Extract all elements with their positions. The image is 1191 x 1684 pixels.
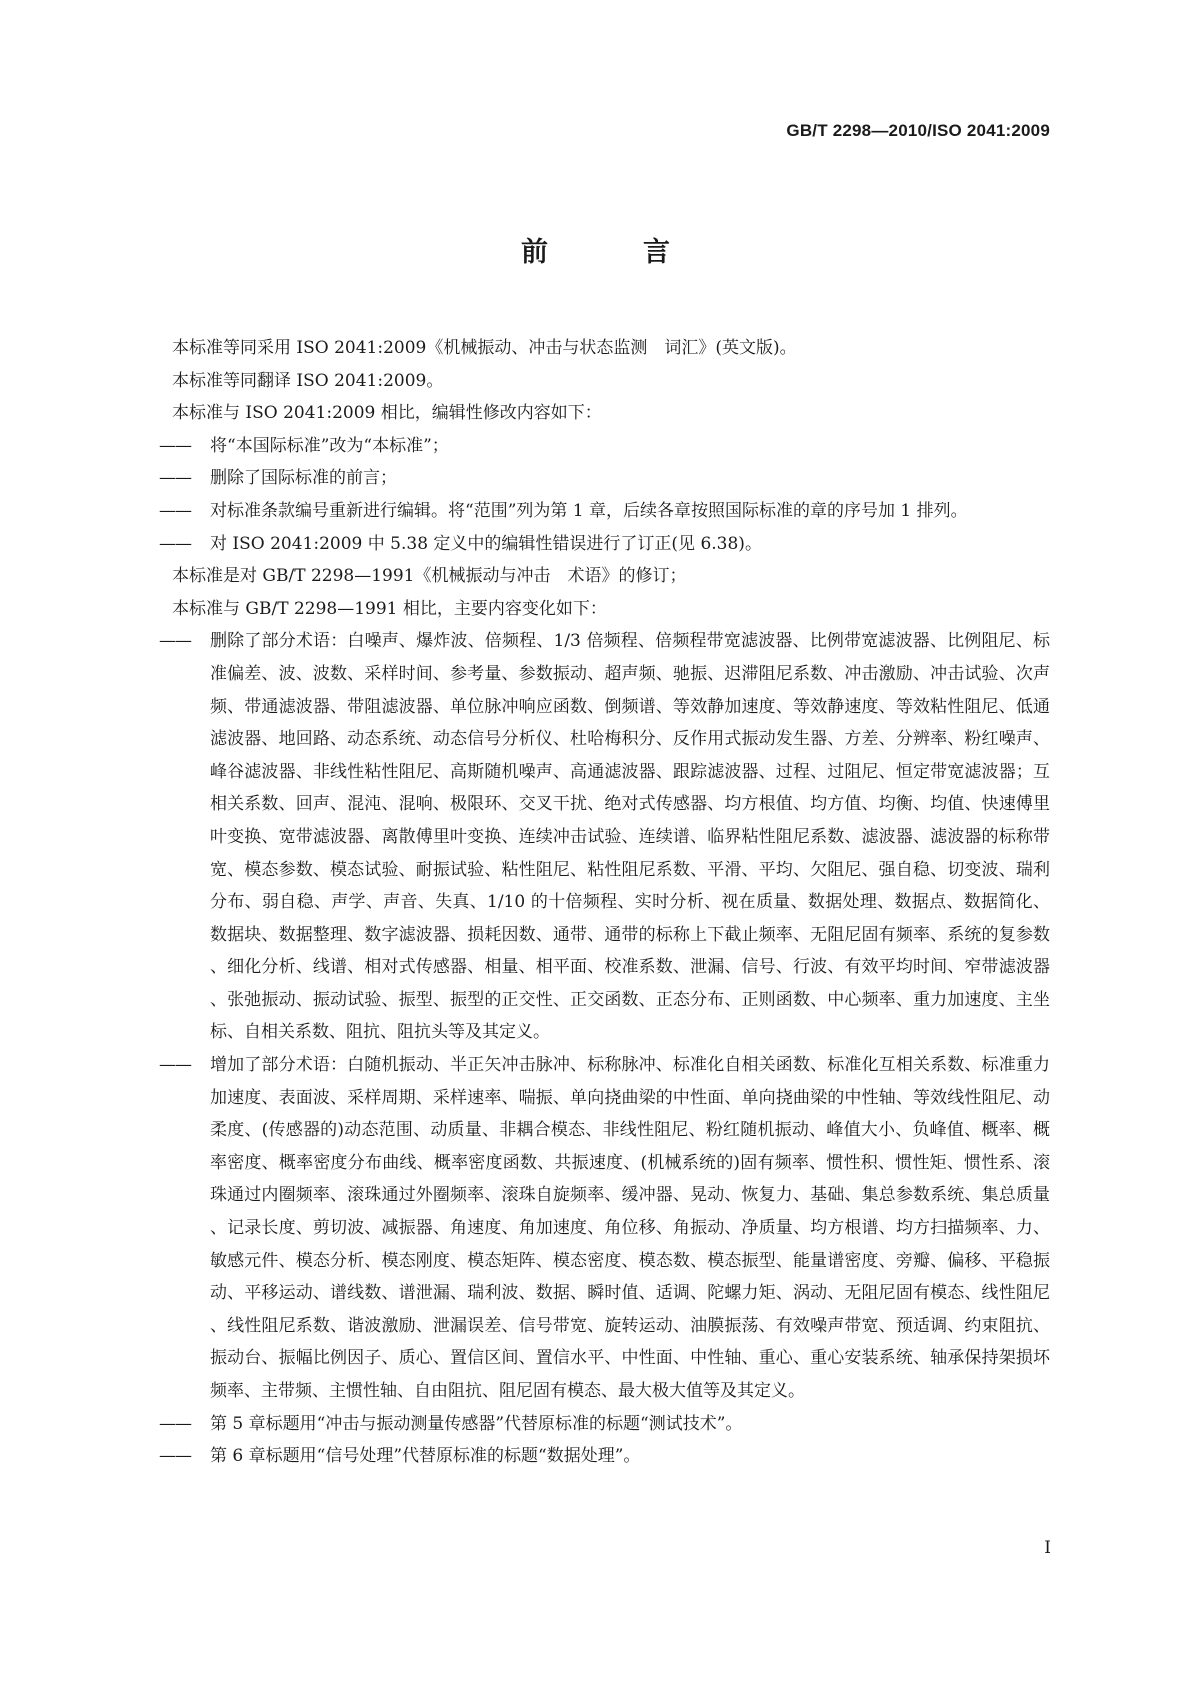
paragraph: 本标准与 ISO 2041:2009 相比，编辑性修改内容如下： bbox=[172, 403, 602, 424]
dash-item-text: 删除了部分术语：白噪声、爆炸波、倍频程、1/3 倍频程、倍频程带宽滤波器、比例带宽滤波器、比例阻尼、标准偏差、波、波数、采样时间、参考量、参数振动、超声频、驰振、迟滞阻尼系数、冲击激励、冲击试验、次声频、带通滤波器、带阻滤波器、单位脉冲响应函数、倒频谱、等效静加速度、等效静速度、等效粘性阻尼、低通滤波器、地回路、动态系统、动态信号分析仪、杜哈梅积分、反作用式振动发生器、方差、分辨率、粉红噪声、峰谷滤波器、非线性粘性阻尼、高斯随机噪声、高通滤波器、跟踪滤波器、过程、过阻尼、恒定带宽滤波器；互相关系数、回声、混沌、混响、极限环、交叉干扰、绝对式传感器、均方根值、均方值、均衡、均值、快速傅里叶变换、宽带滤波器、离散傅里叶变换、连续冲击试验、连续谱、临界粘性阻尼系数、滤波器、滤波器的标称带宽、模态参数、模态试验、耐振试验、粘性阻尼、粘性阻尼系数、平滑、平均、欠阻尼、强自稳、切变波、瑞利分布、弱自稳、声学、声音、失真、1/10 的十倍频程、实时分析、视在质量、数据处理、数据点、数据简化、数据块、数据整理、数字滤波器、损耗因数、通带、通带的标称上下截止频率、无阻尼固有频率、系统的复参数、细化分析、线谱、相对式传感器、相量、相平面、校准系数、泄漏、信号、行波、有效平均时间、窄带滤波器、张弛振动、振动试验、振型、振型的正交性、正交函数、正态分布、正则函数、中心频率、重力加速度、主坐标、自相关系数、阻抗、阻抗头等及其定义。 bbox=[210, 631, 1050, 1043]
dash-item bbox=[159, 1440, 1050, 1473]
dash-mark: —— bbox=[159, 435, 191, 456]
paragraph: 本标准是对 GB/T 2298—1991《机械振动与冲击 术语》的修订； bbox=[172, 566, 687, 587]
dash-mark: —— bbox=[159, 500, 191, 521]
dash-item-text: 第 5 章标题用“冲击与振动测量传感器”代替原标准的标题“测试技术”。 bbox=[210, 1413, 743, 1434]
dash-mark: —— bbox=[159, 631, 191, 652]
dash-mark: —— bbox=[159, 533, 191, 554]
dash-item bbox=[159, 625, 1050, 1049]
dash-item-text: 第 6 章标题用“信号处理”代替原标准的标题“数据处理”。 bbox=[210, 1446, 641, 1467]
dash-item-text: 将“本国际标准”改为“本标准”； bbox=[210, 435, 449, 456]
dash-item-text: 对 ISO 2041:2009 中 5.38 定义中的编辑性错误进行了订正(见 6.38)。 bbox=[210, 533, 762, 554]
paragraph: 本标准等同翻译 ISO 2041:2009。 bbox=[172, 370, 444, 391]
dash-mark: —— bbox=[159, 1446, 191, 1467]
dash-mark: —— bbox=[159, 1413, 191, 1434]
dash-item-text: 删除了国际标准的前言； bbox=[210, 468, 397, 489]
dash-item bbox=[159, 430, 1050, 463]
dash-item bbox=[159, 462, 1050, 495]
dash-mark: —— bbox=[159, 1055, 191, 1076]
paragraph: 本标准与 GB/T 2298—1991 相比，主要内容变化如下： bbox=[172, 598, 607, 619]
dash-item-text: 增加了部分术语：白随机振动、半正矢冲击脉冲、标称脉冲、标准化自相关函数、标准化互相关系数、标准重力加速度、表面波、采样周期、采样速率、喘振、单向挠曲梁的中性面、单向挠曲梁的中性轴、等效线性阻尼、动柔度、(传感器的)动态范围、动质量、非耦合模态、非线性阻尼、粉红随机振动、峰值大小、负峰值、概率、概率密度、概率密度分布曲线、概率密度函数、共振速度、(机械系统的)固有频率、惯性积、惯性矩、惯性系、滚珠通过内圈频率、滚珠通过外圈频率、滚珠自旋频率、缓冲器、晃动、恢复力、基础、集总参数系统、集总质量、记录长度、剪切波、减振器、角速度、角加速度、角位移、角振动、净质量、均方根谱、均方扫描频率、力、敏感元件、模态分析、模态刚度、模态矩阵、模态密度、模态数、模态振型、能量谱密度、旁瓣、偏移、平稳振动、平移运动、谱线数、谱泄漏、瑞利波、数据、瞬时值、适调、陀螺力矩、涡动、无阻尼固有模态、线性阻尼、线性阻尼系数、谐波激励、泄漏误差、信号带宽、旋转运动、油膜振荡、有效噪声带宽、预适调、约束阻抗、振动台、振幅比例因子、质心、置信区间、置信水平、中性面、中性轴、重心、重心安装系统、轴承保持架损坏频率、主带频、主惯性轴、自由阻抗、阻尼固有模态、最大极大值等及其定义。 bbox=[210, 1055, 1050, 1401]
page-title: 前 言 bbox=[521, 237, 704, 268]
paragraph: 本标准等同采用 ISO 2041:2009《机械振动、冲击与状态监测 词汇》(英文版)。 bbox=[172, 338, 797, 358]
dash-item bbox=[159, 1049, 1050, 1408]
page-number: I bbox=[1044, 1538, 1051, 1558]
foreword-body bbox=[159, 332, 1050, 1473]
standard-code: GB/T 2298—2010/ISO 2041:2009 bbox=[786, 121, 1050, 140]
dash-item bbox=[159, 495, 1050, 528]
dash-item bbox=[159, 528, 1050, 561]
dash-mark: —— bbox=[159, 468, 191, 489]
dash-item-text: 对标准条款编号重新进行编辑。将“范围”列为第 1 章，后续各章按照国际标准的章的序号加 1 排列。 bbox=[210, 500, 968, 521]
dash-item bbox=[159, 1408, 1050, 1441]
